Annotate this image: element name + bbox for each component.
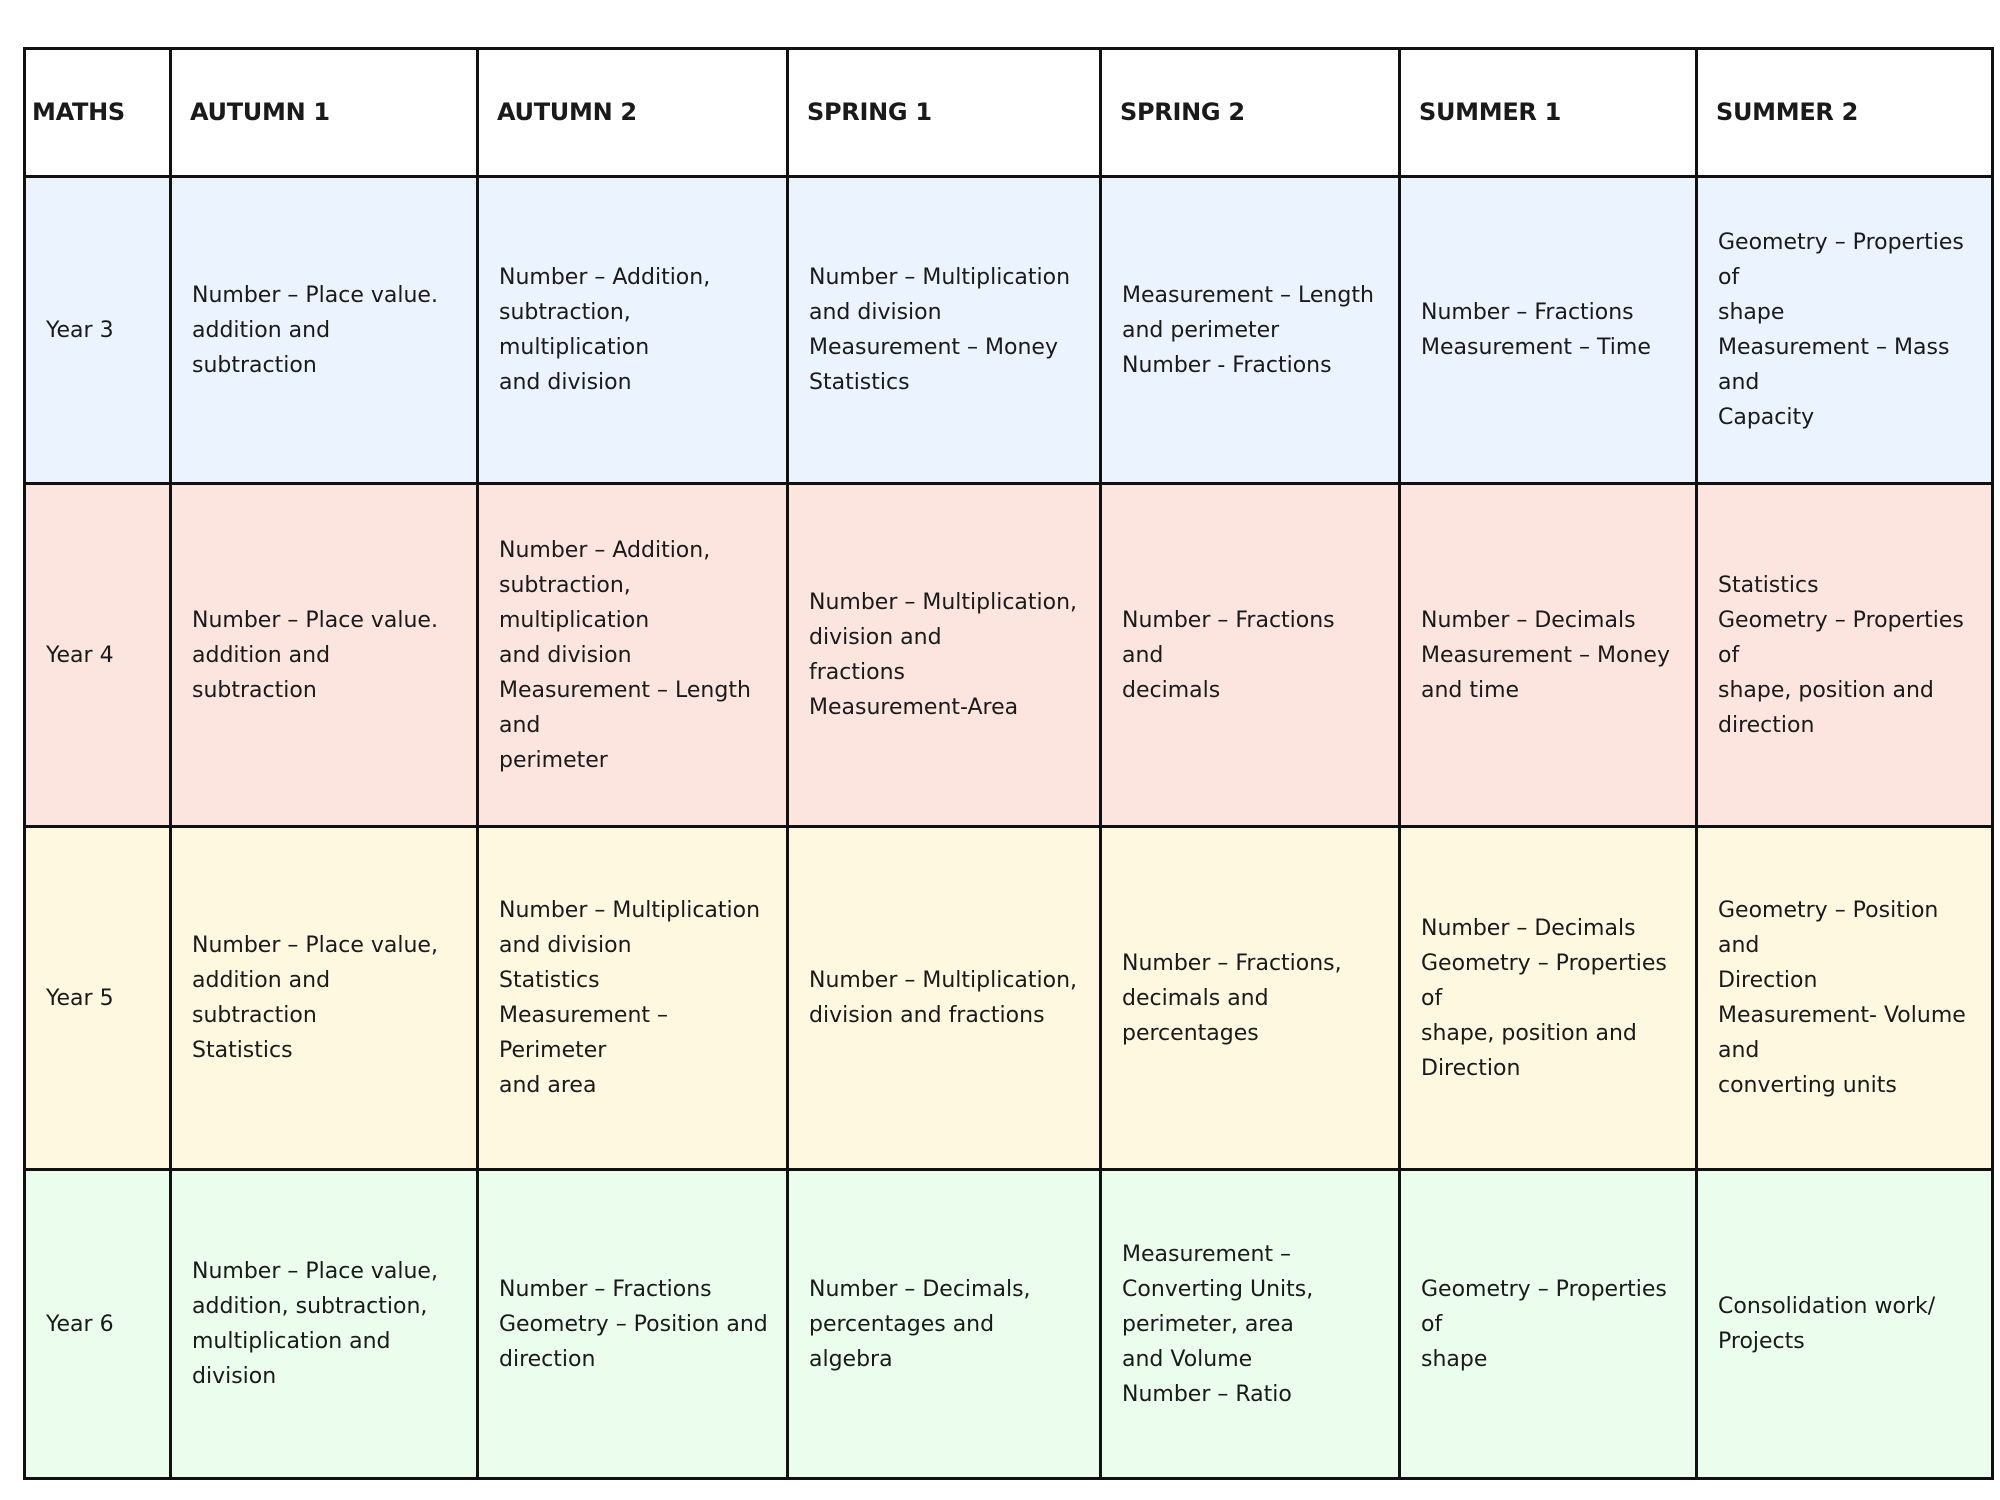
topic-line: Statistics: [499, 968, 600, 993]
topic-line: Measurement- Volume and: [1718, 1003, 1966, 1063]
topic-line: fractions: [809, 660, 905, 685]
topic-line: Number – Multiplication,: [809, 968, 1078, 993]
topic-cell-summer-2: [1697, 1170, 1993, 1479]
subject-header: MATHS: [25, 49, 171, 177]
topic-line: Geometry – Properties of: [1421, 1276, 1667, 1337]
topic-line: and division: [499, 370, 632, 395]
topic-line: converting units: [1718, 1073, 1897, 1098]
topic-cell-spring-2: [1101, 177, 1400, 484]
year-label: Year 4: [25, 484, 171, 827]
topic-line: addition, subtraction,: [192, 1294, 428, 1319]
term-header-spring-1: SPRING 1: [788, 49, 1101, 177]
topic-cell-spring-2: [1101, 1170, 1400, 1479]
topic-cell-spring-1: [788, 177, 1101, 484]
topic-cell-summer-2: [1697, 177, 1993, 484]
topic-line: and time: [1421, 677, 1520, 703]
term-header-summer-2: SUMMER 2: [1697, 49, 1993, 177]
topic-line: Measurement –: [1122, 1241, 1292, 1267]
topic-line: Geometry – Properties of: [1718, 607, 1964, 668]
topic-cell-spring-1: [788, 484, 1101, 827]
table-row: [25, 1170, 1993, 1479]
topic-cell-spring-2: [1101, 484, 1400, 827]
topic-line: and area: [499, 1073, 597, 1098]
topic-line: Number – Decimals: [1421, 607, 1636, 633]
topic-line: Measurement – Money: [809, 335, 1058, 360]
topic-cell-autumn-2: [478, 484, 788, 827]
topic-line: and division: [809, 300, 942, 325]
topic-cell-summer-1: [1400, 1170, 1697, 1479]
topic-line: and perimeter: [1122, 317, 1280, 343]
topic-line: division and fractions: [809, 1003, 1045, 1028]
topic-cell-autumn-2: [478, 827, 788, 1170]
topic-line: Statistics: [809, 370, 910, 395]
topic-line: Number – Addition,: [499, 265, 711, 290]
topic-line: addition and subtraction: [192, 968, 331, 1028]
topic-line: decimals and percentages: [1122, 985, 1269, 1046]
topic-line: Number – Place value.: [192, 607, 438, 633]
topic-line: Direction: [1718, 968, 1818, 993]
header-row: [25, 49, 1993, 177]
topic-line: Measurement – Money: [1421, 642, 1670, 668]
topic-line: Number – Addition,: [499, 537, 711, 563]
topic-line: Measurement – Length and: [499, 677, 751, 738]
topic-line: and Volume: [1122, 1346, 1253, 1372]
topic-line: Measurement – Length: [1122, 282, 1374, 308]
topic-line: Number – Fractions and: [1122, 607, 1335, 668]
topic-line: Capacity: [1718, 405, 1815, 430]
topic-line: Geometry – Position and: [499, 1311, 768, 1337]
topic-line: Geometry – Properties of: [1718, 230, 1964, 290]
topic-line: shape, position and: [1421, 1020, 1637, 1046]
topic-line: Direction: [1421, 1055, 1521, 1081]
topic-line: Statistics: [1718, 572, 1819, 598]
topic-cell-summer-1: [1400, 484, 1697, 827]
topic-line: Measurement – Time: [1421, 335, 1651, 360]
topic-cell-spring-1: [788, 827, 1101, 1170]
topic-line: Number – Place value.: [192, 282, 438, 308]
topic-line: addition and subtraction: [192, 642, 331, 703]
topic-line: Statistics: [192, 1038, 293, 1063]
term-header-spring-2: SPRING 2: [1101, 49, 1400, 177]
table-row: [25, 827, 1993, 1170]
table-row: [25, 177, 1993, 484]
topic-line: and division: [499, 933, 632, 958]
topic-cell-autumn-1: [171, 484, 478, 827]
topic-line: and division: [499, 642, 632, 668]
table-row: [25, 484, 1993, 827]
topic-cell-autumn-1: [171, 1170, 478, 1479]
topic-line: Consolidation work/: [1718, 1294, 1936, 1319]
topic-line: Number – Place value,: [192, 1259, 438, 1284]
topic-line: Number – Decimals,: [809, 1276, 1031, 1302]
topic-line: perimeter, area: [1122, 1311, 1294, 1337]
topic-cell-autumn-1: [171, 827, 478, 1170]
topic-line: Measurement – Perimeter: [499, 1003, 669, 1063]
topic-line: Number – Multiplication,: [809, 590, 1078, 615]
topic-cell-spring-1: [788, 1170, 1101, 1479]
topic-line: Number – Ratio: [1122, 1381, 1292, 1407]
topic-line: shape, position and: [1718, 677, 1934, 703]
topic-line: direction: [499, 1346, 596, 1372]
topic-line: Geometry – Position and: [1718, 898, 1939, 958]
topic-cell-summer-1: [1400, 827, 1697, 1170]
topic-line: subtraction, multiplication: [499, 300, 650, 360]
topic-line: Number – Fractions: [499, 1276, 712, 1302]
topic-cell-summer-2: [1697, 827, 1993, 1170]
topic-cell-autumn-2: [478, 177, 788, 484]
topic-line: Projects: [1718, 1329, 1805, 1354]
year-label: Year 6: [25, 1170, 171, 1479]
topic-cell-autumn-1: [171, 177, 478, 484]
topic-line: Number – Fractions: [1421, 300, 1634, 325]
topic-line: Measurement – Mass and: [1718, 335, 1950, 395]
topic-cell-spring-2: [1101, 827, 1400, 1170]
maths-curriculum-table: [23, 47, 1994, 1480]
topic-line: multiplication and division: [192, 1329, 391, 1389]
topic-cell-summer-1: [1400, 177, 1697, 484]
topic-line: division and: [809, 625, 942, 650]
topic-line: Converting Units,: [1122, 1276, 1314, 1302]
year-label: Year 3: [25, 177, 171, 484]
topic-line: shape: [1718, 300, 1785, 325]
term-header-autumn-1: AUTUMN 1: [171, 49, 478, 177]
topic-line: percentages and algebra: [809, 1311, 995, 1372]
topic-line: Measurement-Area: [809, 695, 1019, 720]
term-header-summer-1: SUMMER 1: [1400, 49, 1697, 177]
topic-cell-autumn-2: [478, 1170, 788, 1479]
topic-line: addition and subtraction: [192, 317, 331, 378]
topic-cell-summer-2: [1697, 484, 1993, 827]
topic-line: Number – Place value,: [192, 933, 438, 958]
year-label: Year 5: [25, 827, 171, 1170]
topic-line: Number – Fractions,: [1122, 950, 1342, 976]
topic-line: direction: [1718, 712, 1815, 738]
topic-line: Geometry – Properties of: [1421, 950, 1667, 1011]
term-header-autumn-2: AUTUMN 2: [478, 49, 788, 177]
topic-line: Number – Decimals: [1421, 915, 1636, 941]
topic-line: Number - Fractions: [1122, 352, 1332, 378]
topic-line: shape: [1421, 1346, 1488, 1372]
topic-line: Number – Multiplication: [499, 898, 761, 923]
topic-line: subtraction, multiplication: [499, 572, 650, 633]
topic-line: Number – Multiplication: [809, 265, 1071, 290]
topic-line: decimals: [1122, 677, 1221, 703]
topic-line: perimeter: [499, 747, 608, 773]
